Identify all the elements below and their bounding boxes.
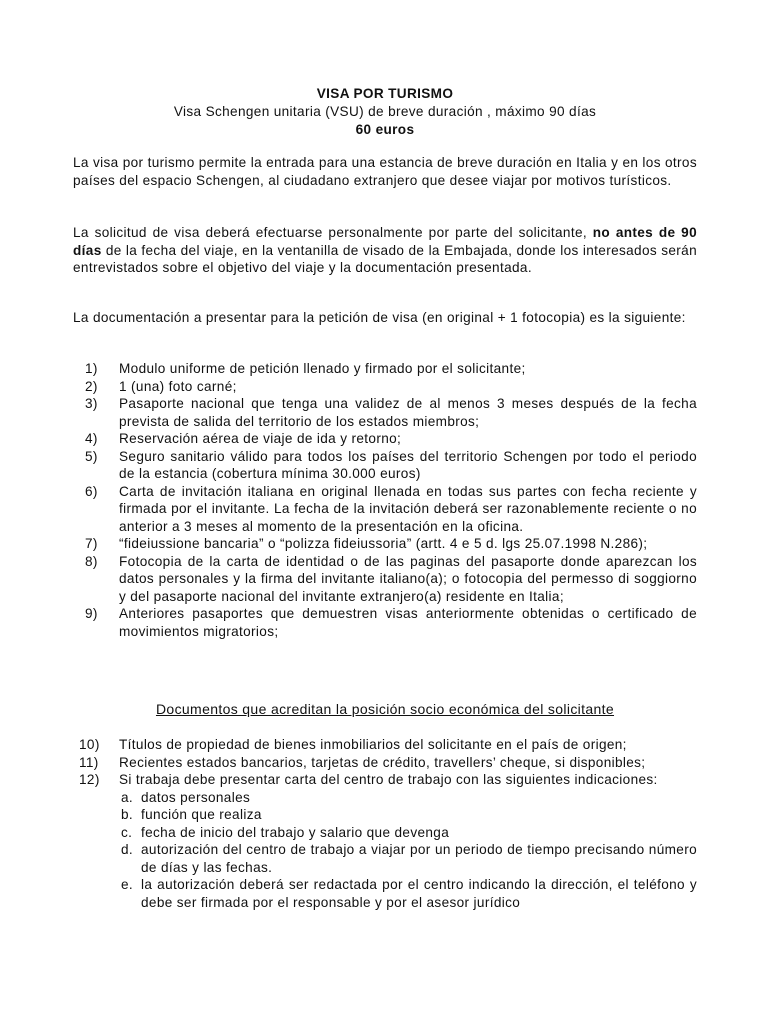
sub-list-item xyxy=(119,841,697,876)
list-item xyxy=(73,771,697,911)
list-item xyxy=(73,605,697,640)
list-item xyxy=(73,754,697,772)
list-item-text: Modulo uniforme de petición llenado y firmado por el solicitante; xyxy=(119,361,526,376)
section-heading: Documentos que acreditan la posición socio económica del solicitante xyxy=(155,701,615,717)
list-item xyxy=(73,378,697,396)
list-item xyxy=(73,535,697,553)
required-documents-list xyxy=(73,360,697,640)
list-item-text: Carta de invitación italiana en original llenada en todas sus partes con fecha reciente y firmada por el invitante. La fecha de la invitación deberá ser razonablemente reciente o no anterior a 3 meses al momento de la presentación en la oficina. xyxy=(119,483,697,534)
document-title: VISA POR TURISMO xyxy=(316,86,454,101)
sub-list-item-text: fecha de inicio del trabajo y salario que devenga xyxy=(141,824,450,840)
list-item-text: Fotocopia de la carta de identidad o de las paginas del pasaporte donde aparezcan los datos personales y la firma del invitante italiano(a); o fotocopia del permesso di soggiorno y del pasaporte nacional del invitante extranjero(a) residente en Italia; xyxy=(119,553,697,604)
list-item xyxy=(73,395,697,430)
sub-list-item xyxy=(119,824,697,842)
visa-price: 60 euros xyxy=(355,122,415,137)
list-item-number: 3) xyxy=(85,396,98,411)
list-item-number: 6) xyxy=(85,483,98,499)
list-item-number: 12) xyxy=(79,772,100,787)
list-item xyxy=(73,483,697,536)
sub-list-item xyxy=(119,876,697,911)
docs-intro-paragraph: La documentación a presentar para la petición de visa (en original + 1 fotocopia) es la siguiente: xyxy=(73,310,686,325)
economic-documents-list xyxy=(73,736,697,911)
list-item-number: 7) xyxy=(85,536,98,551)
list-item-number: 2) xyxy=(85,378,98,394)
sub-list-item-letter: b. xyxy=(121,807,134,822)
list-item-number: 10) xyxy=(79,737,100,752)
sub-list-item xyxy=(119,806,697,824)
sub-list-item-letter: e. xyxy=(121,877,134,892)
list-item-text: 1 (una) foto carné; xyxy=(119,378,237,394)
sub-list-item-letter: d. xyxy=(121,842,134,857)
list-item xyxy=(73,448,697,483)
sub-list-item xyxy=(119,789,697,807)
request-text-pre: La solicitud de visa deberá efectuarse personalmente por parte del solicitante, xyxy=(73,225,593,240)
sub-list-item-text: la autorización deberá ser redactada por el centro indicando la dirección, el teléfono y debe ser firmada por el responsable y por el asesor jurídico xyxy=(141,877,697,910)
list-item-text: Títulos de propiedad de bienes inmobiliarios del solicitante en el país de origen; xyxy=(119,737,627,752)
sub-list-item-letter: c. xyxy=(121,824,133,840)
document-header xyxy=(0,85,770,139)
list-item-text: Si trabaja debe presentar carta del centro de trabajo con las siguientes indicaciones: xyxy=(119,772,658,787)
request-text-post: de la fecha del viaje, en la ventanilla de visado de la Embajada, donde los interesados serán entrevistados sobre el objetivo del viaje y la documentación presentada. xyxy=(73,242,697,275)
work-letter-requirements-list xyxy=(119,789,697,912)
list-item xyxy=(73,736,697,754)
list-item-number: 1) xyxy=(85,361,98,376)
list-item xyxy=(73,553,697,606)
list-item-number: 11) xyxy=(79,754,99,770)
intro-paragraph: La visa por turismo permite la entrada para una estancia de breve duración en Italia y en los otros países del espacio Schengen, al ciudadano extranjero que desee viajar por motivos turísticos. xyxy=(73,155,697,188)
list-item-text: Pasaporte nacional que tenga una validez de al menos 3 meses después de la fecha prevista de salida del territorio de los estados miembros; xyxy=(119,396,697,429)
request-text-bold: no antes de 90 días xyxy=(73,225,697,258)
list-item-text: Seguro sanitario válido para todos los países del territorio Schengen por todo el periodo de la estancia (cobertura mínima 30.000 euros) xyxy=(119,448,697,481)
document-subtitle: Visa Schengen unitaria (VSU) de breve duración , máximo 90 días xyxy=(173,104,597,119)
list-item-text: “fideiussione bancaria” o “polizza fideiussoria” (artt. 4 e 5 d. lgs 25.07.1998 N.286); xyxy=(119,536,648,551)
sub-list-item-letter: a. xyxy=(121,789,134,805)
list-item xyxy=(73,430,697,448)
list-item-text: Reservación aérea de viaje de ida y retorno; xyxy=(119,431,402,446)
sub-list-item-text: datos personales xyxy=(141,789,251,805)
list-item-number: 4) xyxy=(85,431,98,446)
request-paragraph xyxy=(73,224,697,277)
list-item-number: 5) xyxy=(85,448,98,464)
list-item-number: 9) xyxy=(85,606,98,621)
sub-list-item-text: función que realiza xyxy=(141,807,262,822)
list-item xyxy=(73,360,697,378)
sub-list-item-text: autorización del centro de trabajo a viajar por un periodo de tiempo precisando número de días y las fechas. xyxy=(141,842,697,875)
list-item-number: 8) xyxy=(85,553,98,569)
list-item-text: Recientes estados bancarios, tarjetas de crédito, travellers’ cheque, si disponibles; xyxy=(119,754,646,770)
list-item-text: Anteriores pasaportes que demuestren visas anteriormente obtenidas o certificado de movimientos migratorios; xyxy=(119,606,697,639)
